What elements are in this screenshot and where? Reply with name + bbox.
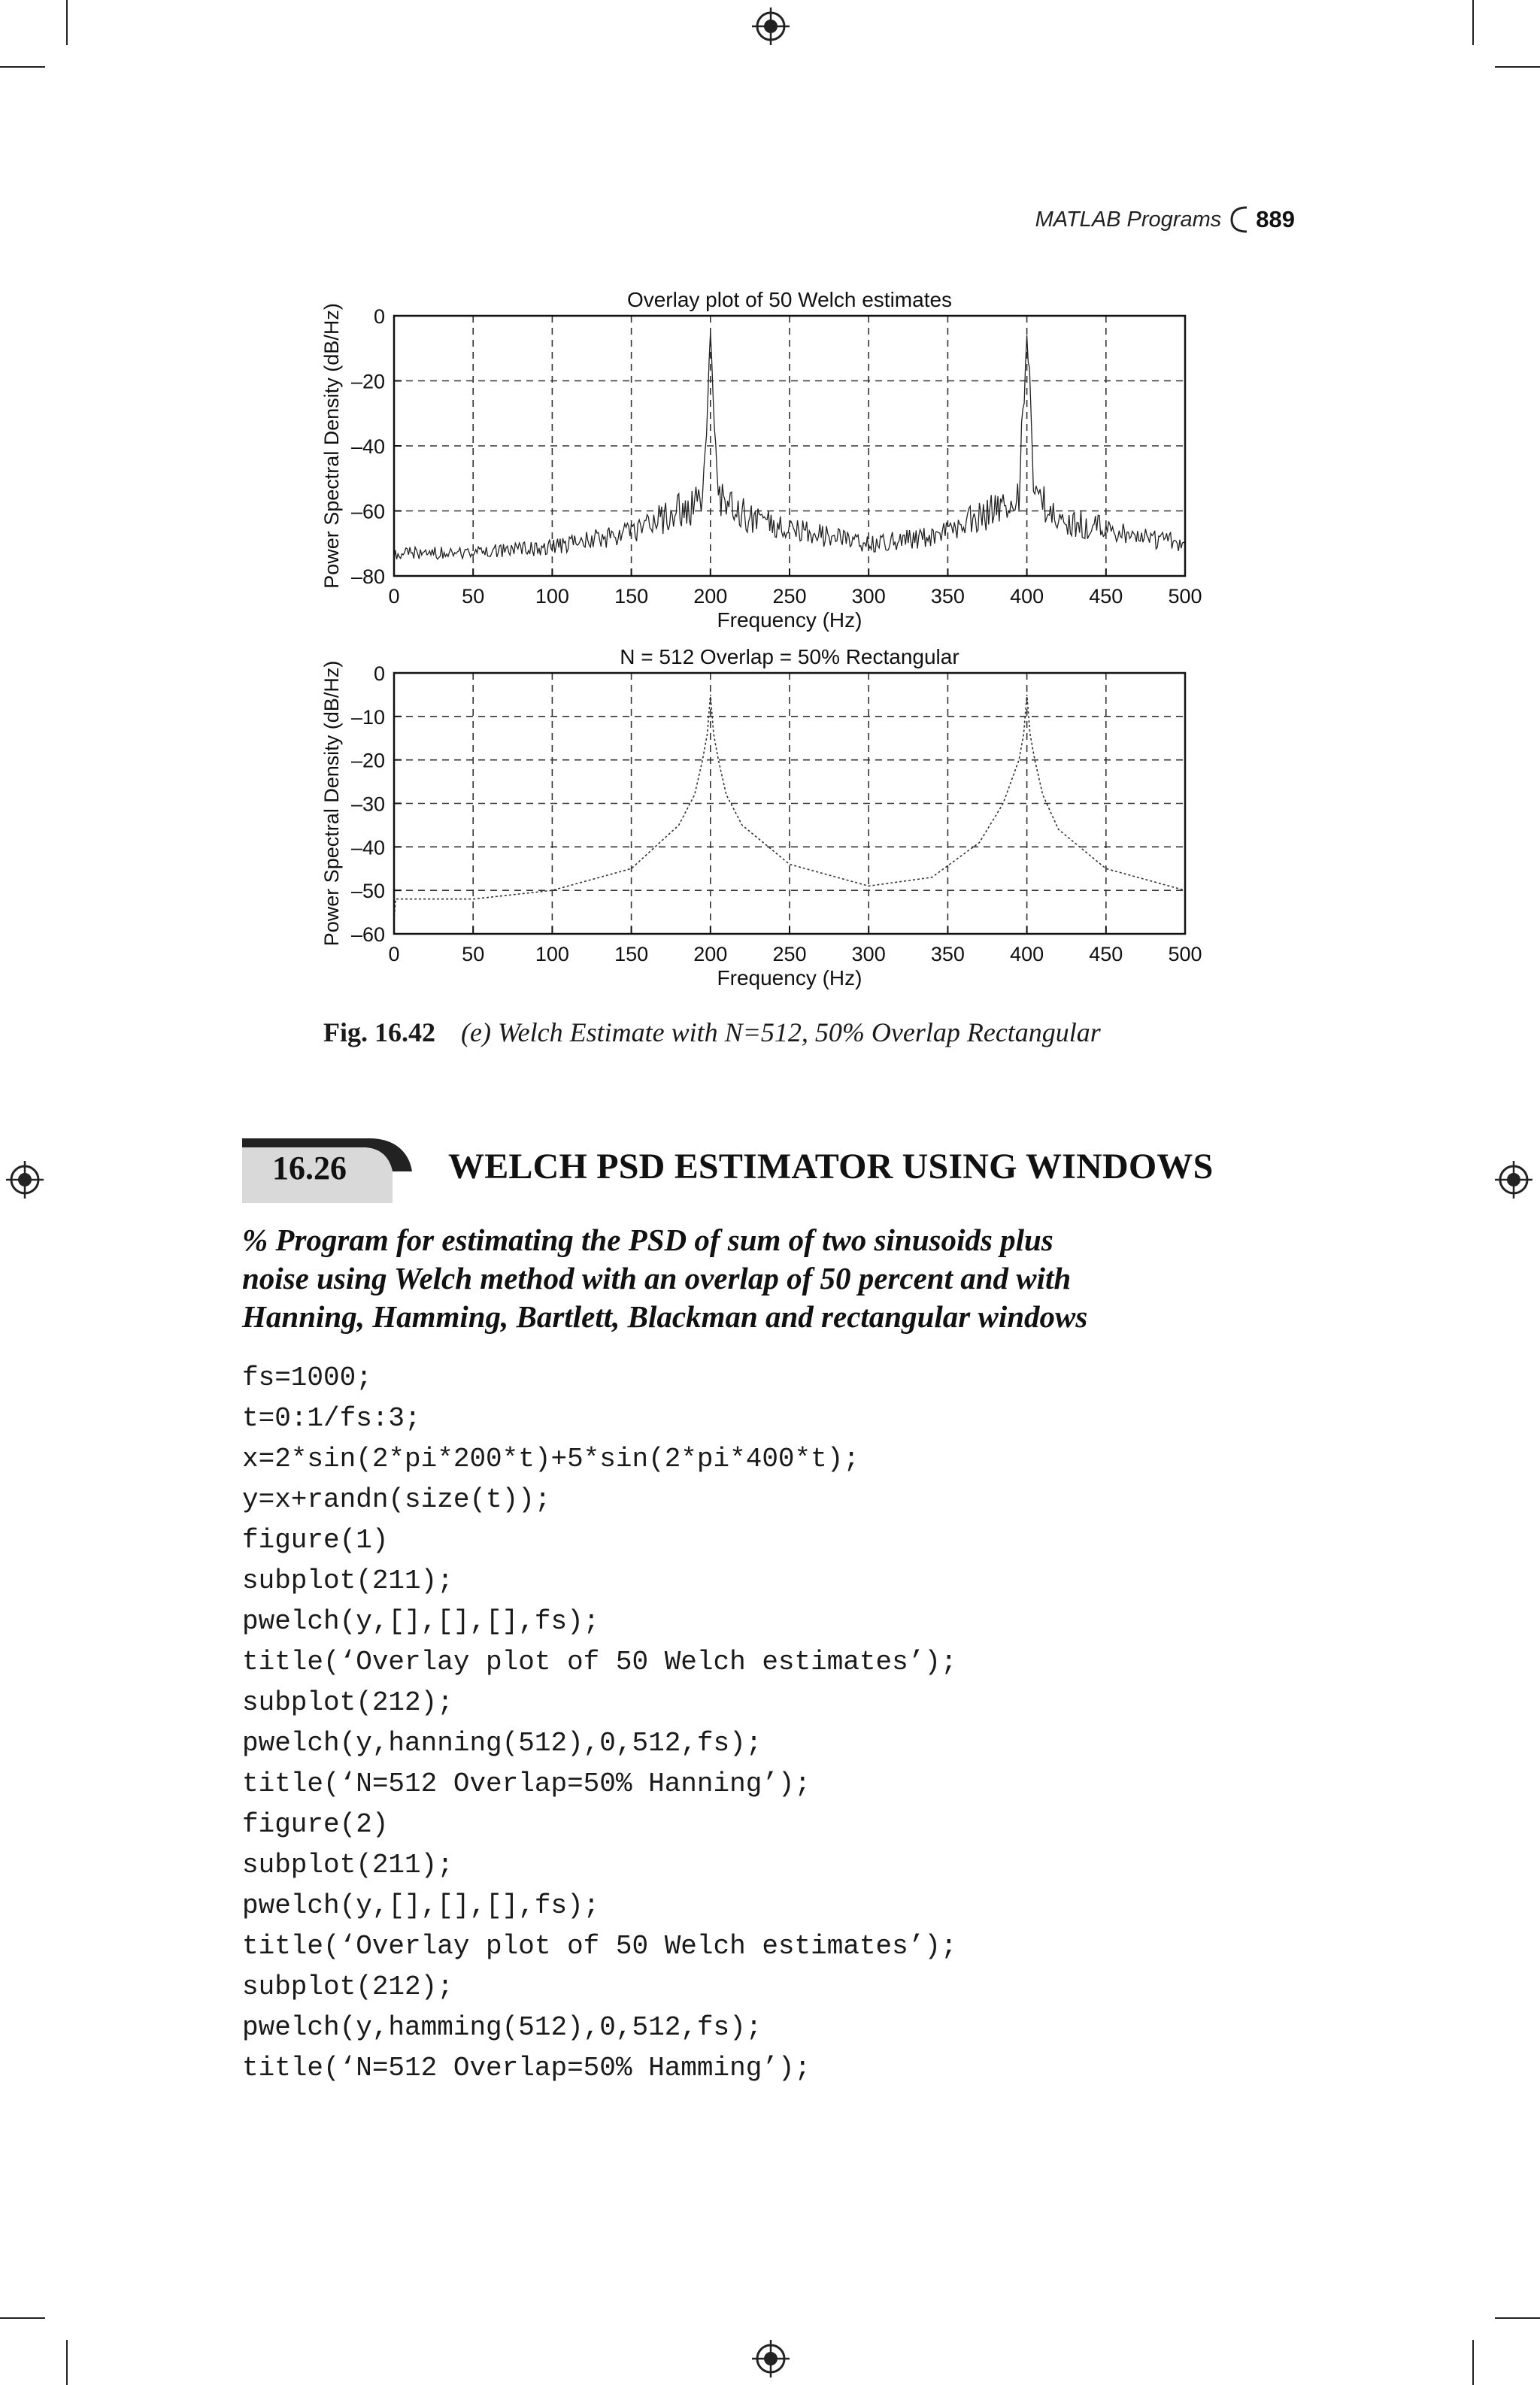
y-tick-label: –40 (350, 836, 385, 859)
figure-label: Fig. 16.42 (323, 1017, 435, 1047)
y-tick-label: –60 (350, 923, 385, 946)
x-tick-label: 500 (1168, 943, 1202, 965)
x-tick-label: 400 (1010, 943, 1044, 965)
x-tick-label: 500 (1168, 585, 1202, 608)
code-line: subplot(212); (242, 1687, 453, 1718)
running-head-title: MATLAB Programs (1035, 207, 1222, 232)
registration-mark-icon (1493, 1159, 1534, 1200)
y-axis-label: Power Spectral Density (dB/Hz) (320, 660, 343, 947)
x-tick-label: 150 (614, 585, 649, 608)
code-line: figure(2) (242, 1809, 389, 1840)
x-tick-label: 0 (388, 585, 400, 608)
y-tick-label: –20 (350, 749, 385, 772)
x-tick-label: 50 (462, 943, 485, 965)
x-tick-label: 0 (388, 943, 400, 965)
x-tick-label: 450 (1089, 943, 1123, 965)
code-line: t=0:1/fs:3; (242, 1403, 421, 1434)
code-line: subplot(211); (242, 1565, 453, 1596)
y-tick-label: 0 (373, 305, 385, 328)
figure-caption-text: (e) Welch Estimate with N=512, 50% Overlap Rectangular (461, 1017, 1101, 1047)
figure-charts (0, 0, 1540, 1008)
x-tick-label: 350 (930, 585, 965, 608)
x-tick-label: 350 (930, 943, 965, 965)
comment-line: Hanning, Hamming, Bartlett, Blackman and rectangular windows (242, 1299, 1088, 1334)
chart-title: Overlay plot of 50 Welch estimates (626, 288, 953, 311)
code-line: x=2*sin(2*pi*200*t)+5*sin(2*pi*400*t); (242, 1444, 859, 1474)
code-line: pwelch(y,[],[],[],fs); (242, 1890, 600, 1921)
code-line: title(‘Overlay plot of 50 Welch estimates’); (242, 1647, 957, 1677)
code-line: fs=1000; (242, 1362, 372, 1393)
code-line: y=x+randn(size(t)); (242, 1484, 551, 1515)
x-tick-label: 450 (1089, 585, 1123, 608)
y-tick-label: –50 (350, 880, 385, 903)
code-line: title(‘Overlay plot of 50 Welch estimates’); (242, 1931, 957, 1962)
y-tick-label: –20 (350, 370, 385, 393)
code-line: subplot(212); (242, 1971, 453, 2002)
y-tick-label: 0 (373, 662, 385, 685)
comment-line: % Program for estimating the PSD of sum of two sinusoids plus (242, 1223, 1053, 1257)
section-number: 16.26 (272, 1150, 347, 1186)
figure-caption (323, 1017, 1101, 1048)
y-tick-label: –40 (350, 435, 385, 458)
program-comment (242, 1221, 1310, 1336)
y-tick-label: –10 (350, 705, 385, 729)
x-axis-label: Frequency (Hz) (717, 608, 862, 632)
registration-mark-icon (750, 2338, 791, 2379)
comment-line: noise using Welch method with an overlap of 50 percent and with (242, 1261, 1072, 1296)
code-line: pwelch(y,hamming(512),0,512,fs); (242, 2012, 762, 2043)
x-tick-label: 250 (772, 943, 807, 965)
x-tick-label: 150 (614, 943, 649, 965)
code-line: pwelch(y,[],[],[],fs); (242, 1606, 600, 1637)
x-tick-label: 50 (462, 585, 485, 608)
crop-mark (1472, 2340, 1474, 2385)
y-axis-label: Power Spectral Density (dB/Hz) (320, 303, 343, 589)
x-tick-label: 300 (851, 943, 886, 965)
y-tick-label: –60 (350, 500, 385, 523)
chart-title: N = 512 Overlap = 50% Rectangular (620, 645, 959, 668)
crop-mark (0, 2317, 45, 2319)
x-tick-label: 100 (535, 943, 569, 965)
x-tick-label: 200 (693, 585, 728, 608)
y-tick-label: –80 (350, 565, 385, 588)
x-tick-label: 250 (772, 585, 807, 608)
x-tick-label: 400 (1010, 585, 1044, 608)
code-line: title(‘N=512 Overlap=50% Hamming’); (242, 2053, 811, 2083)
code-line: subplot(211); (242, 1850, 453, 1880)
x-axis-label: Frequency (Hz) (717, 966, 862, 989)
code-line: figure(1) (242, 1525, 389, 1556)
code-line: title(‘N=512 Overlap=50% Hanning’); (242, 1768, 811, 1799)
y-tick-label: –30 (350, 792, 385, 816)
crop-mark (1495, 2317, 1540, 2319)
page-number: 889 (1256, 206, 1295, 232)
x-tick-label: 100 (535, 585, 569, 608)
x-tick-label: 300 (851, 585, 886, 608)
x-tick-label: 200 (693, 943, 728, 965)
code-line: pwelch(y,hanning(512),0,512,fs); (242, 1728, 762, 1759)
crop-mark (66, 2340, 68, 2385)
code-listing (242, 1358, 957, 2089)
registration-mark-icon (5, 1159, 45, 1200)
section-title: WELCH PSD ESTIMATOR USING WINDOWS (448, 1147, 1214, 1186)
